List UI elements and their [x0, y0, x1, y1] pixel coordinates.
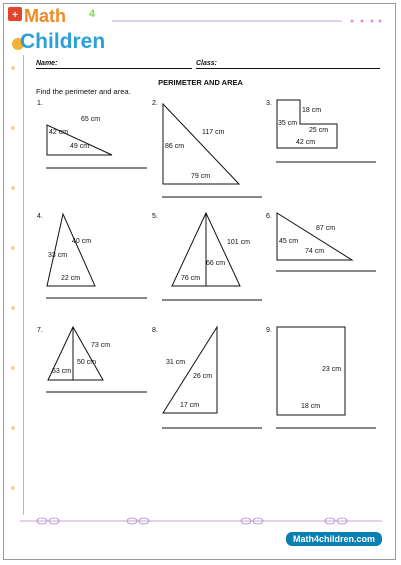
measure-label: 23 cm — [322, 366, 342, 373]
bottom-decorative-strip — [20, 516, 382, 526]
measure-label: 65 cm — [81, 116, 101, 123]
problem-number-3: 3. — [266, 100, 272, 107]
measure-label: 53 cm — [52, 368, 72, 375]
worksheet-title: PERIMETER AND AREA — [158, 78, 243, 87]
triangle-8 — [163, 327, 217, 413]
measure-label: 42 cm — [49, 129, 69, 136]
logo-text-bottom: Children — [20, 30, 106, 53]
problem-number-1: 1. — [37, 100, 43, 107]
measure-label: 50 cm — [77, 359, 97, 366]
measure-label: 40 cm — [72, 238, 92, 245]
measure-label: 33 cm — [48, 252, 68, 259]
measure-label: 117 cm — [202, 129, 225, 136]
measure-label: 42 cm — [296, 139, 316, 146]
measure-label: 25 cm — [309, 127, 329, 134]
problem-number-9: 9. — [266, 327, 272, 334]
logo-superscript: 4 — [89, 8, 96, 20]
measure-label: 86 cm — [165, 143, 185, 150]
name-label: Name: — [36, 60, 58, 67]
measure-label: 18 cm — [301, 403, 321, 410]
instruction-text: Find the perimeter and area. — [36, 87, 131, 96]
class-label: Class: — [196, 60, 218, 67]
measure-label: 45 cm — [279, 238, 299, 245]
measure-label: 49 cm — [70, 143, 90, 150]
problem-number-2: 2. — [152, 100, 158, 107]
footer-brand-badge[interactable]: Math4children.com — [286, 532, 382, 546]
problem-number-4: 4. — [37, 213, 43, 220]
measure-label: 74 cm — [305, 248, 325, 255]
measure-label: 31 cm — [166, 359, 186, 366]
measure-label: 22 cm — [61, 275, 81, 282]
problem-number-7: 7. — [37, 327, 43, 334]
measure-label: 76 cm — [181, 275, 201, 282]
measure-label: 79 cm — [191, 173, 211, 180]
problem-number-6: 6. — [266, 213, 272, 220]
measure-label: 66 cm — [206, 260, 226, 267]
measure-label: 18 cm — [302, 107, 322, 114]
logo-text-top: Math — [24, 6, 66, 26]
svg-text:+: + — [12, 10, 18, 21]
measure-label: 17 cm — [180, 402, 200, 409]
problem-number-5: 5. — [152, 213, 158, 220]
measure-label: 73 cm — [91, 342, 111, 349]
measure-label: 35 cm — [278, 120, 298, 127]
problem-number-8: 8. — [152, 327, 158, 334]
measure-label: 101 cm — [227, 239, 250, 246]
measure-label: 87 cm — [316, 225, 336, 232]
measure-label: 26 cm — [193, 373, 213, 380]
